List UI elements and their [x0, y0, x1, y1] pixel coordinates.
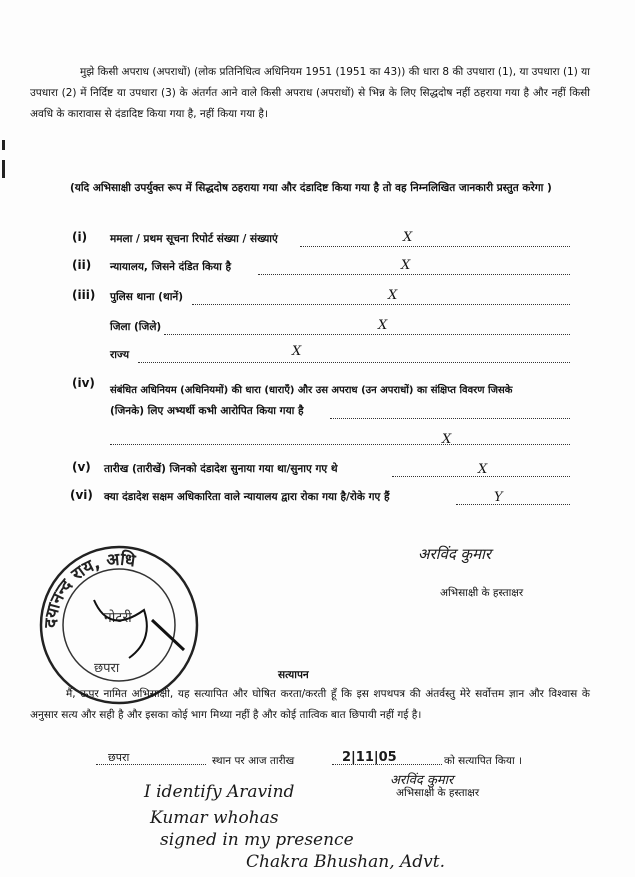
- cross-mark: X: [292, 344, 302, 359]
- signature-label: अभिसाक्षी के हस्ताक्षर: [440, 587, 524, 599]
- item-number: (iv): [72, 376, 95, 390]
- cross-mark: X: [442, 432, 452, 447]
- intro-paragraph: मुझे किसी अपराध (अपराधों) (लोक प्रतिनिधित्व अधिनियम 1951 (1951 का 43)) की धारा 8 की उपधारा (1), या उपधारा (1) या उपधारा (2) में निर्दिष्ट या उपधारा (3) के अंतर्गत आने वाले किसी अपराध (अपराधों) से भिन्न के लिए सिद्धदोष नहीं ठहराया गया है और नहीं किसी अवधि के कारावास से दंडादिष्ट किया गया है, नहीं किया गया है।: [30, 66, 590, 120]
- item-number: (vi): [70, 488, 93, 502]
- item-number: (v): [72, 460, 91, 474]
- blank-line: [110, 444, 570, 445]
- handwritten-line: I identify Aravind: [144, 782, 295, 802]
- item-label: संबंधित अधिनियम (अधिनियमों) की धारा (धाराएँ) और उस अपराध (उन अपराधों) का संक्षिप्त विवरण जिसके: [110, 385, 513, 396]
- item-number: (ii): [72, 258, 92, 272]
- blank-line: [192, 304, 570, 305]
- blank-line: [164, 334, 570, 335]
- verification-paragraph: मैं, ऊपर नामित अभिसाक्षी, यह सत्यापित और घोषित करता/करती हूँ कि इस शपथपत्र की अंतर्वस्तु मेरे सर्वोत्तम ज्ञान और विश्वास के अनुसार सत्य और सही है और इसका कोई भाग मिथ्या नहीं है और कोई तात्विक बात छिपायी नहीं गई है।: [30, 688, 590, 721]
- note-paragraph: (यदि अभिसाक्षी उपर्युक्त रूप में सिद्धदोष ठहराया गया और दंडादिष्ट किया गया है तो वह निम्नलिखित जानकारी प्रस्तुत करेगा ): [70, 182, 552, 194]
- blank-line: [258, 274, 570, 275]
- item-number: (i): [72, 230, 88, 244]
- cross-mark: Y: [494, 490, 503, 505]
- blank-line: [96, 764, 206, 765]
- notary-seal: [34, 540, 204, 705]
- blank-line: [300, 246, 570, 247]
- margin-mark: [2, 160, 5, 178]
- margin-mark: [2, 140, 5, 150]
- cross-mark: X: [478, 462, 488, 477]
- verified-label: को सत्यापित किया ।: [444, 755, 522, 767]
- cross-mark: X: [388, 288, 398, 303]
- place-value: छपरा: [108, 751, 130, 764]
- deponent-signature: अरविंद कुमार: [418, 545, 492, 563]
- deponent-signature-2: अरविंद कुमार: [390, 773, 454, 788]
- item-label: ममला / प्रथम सूचना रिपोर्ट संख्या / संख्याएं: [110, 233, 278, 245]
- handwritten-line: Kumar whohas: [150, 808, 279, 828]
- item-label: राज्य: [110, 349, 130, 361]
- date-value: 2|11|05: [342, 750, 397, 765]
- handwritten-line: signed in my presence: [160, 830, 354, 850]
- blank-line: [456, 504, 570, 505]
- place-label: स्थान पर आज तारीख: [212, 755, 295, 767]
- stamp-inner-text: नोटरी: [104, 610, 132, 626]
- verification-title: सत्यापन: [278, 669, 309, 681]
- item-label: तारीख (तारीखें) जिनको दंडादेश सुनाया गया था/सुनाए गए थे: [104, 463, 338, 475]
- cross-mark: X: [403, 230, 413, 245]
- item-label: न्यायालय, जिसने दंडित किया है: [110, 261, 232, 273]
- item-label-continued: (जिनके) लिए अभ्यर्थी कभी आरोपित किया गया है: [110, 405, 304, 417]
- blank-line: [138, 362, 570, 363]
- item-number: (iii): [72, 288, 96, 302]
- blank-line: [330, 418, 570, 419]
- blank-line: [332, 764, 442, 765]
- item-label: क्या दंडादेश सक्षम अधिकारिता वाले न्यायालय द्वारा रोका गया है/रोके गए हैं: [104, 491, 390, 503]
- advocate-signature: Chakra Bhushan, Advt.: [246, 852, 446, 872]
- stamp-text: दयानन्द राय, अधि: [40, 549, 137, 629]
- cross-mark: X: [378, 318, 388, 333]
- signature-label-2: अभिसाक्षी के हस्ताक्षर: [396, 787, 480, 799]
- stamp-place: छपरा: [94, 661, 120, 676]
- item-label: पुलिस थाना (थानें): [110, 291, 184, 303]
- item-label: जिला (जिले): [110, 321, 162, 333]
- cross-mark: X: [401, 258, 411, 273]
